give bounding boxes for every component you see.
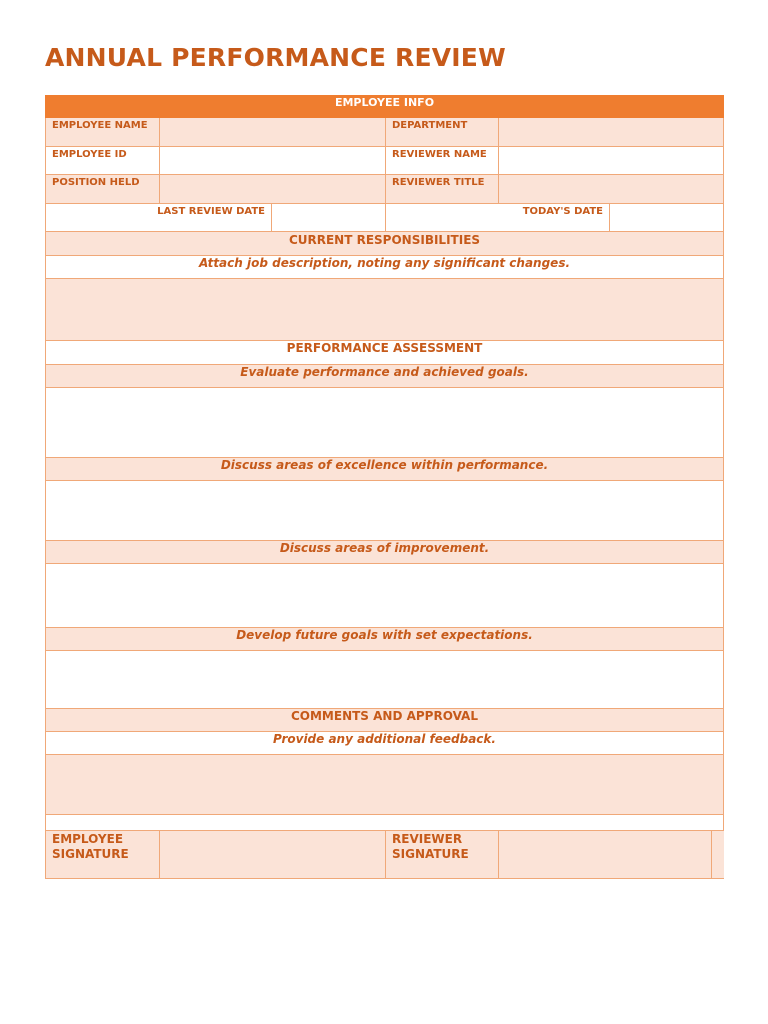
current-responsibilities-header: [45, 232, 724, 256]
reviewer-title-label: REVIEWER TITLE: [392, 177, 485, 188]
reviewer-signature-label-cell: [386, 831, 499, 878]
improvement-instruction: Discuss areas of improvement.: [279, 541, 490, 555]
info-row-4: [45, 204, 724, 232]
evaluate-field[interactable]: [45, 388, 724, 458]
review-form: [45, 95, 724, 879]
comments-title: COMMENTS AND APPROVAL: [290, 709, 478, 723]
department-label-cell: [386, 118, 499, 146]
reviewer-signature-label: REVIEWER SIGNATURE: [392, 832, 469, 861]
reviewer-title-field[interactable]: [499, 175, 723, 203]
last-review-date-label-cell: [46, 204, 272, 231]
comments-header: [45, 709, 724, 732]
excellence-field[interactable]: [45, 481, 724, 541]
reviewer-signature-field[interactable]: [499, 831, 712, 878]
excellence-instruction: Discuss areas of excellence within performance.: [220, 458, 549, 472]
reviewer-name-field[interactable]: [499, 147, 723, 174]
current-responsibilities-instruction: Attach job description, noting any significant changes.: [198, 256, 571, 270]
department-label: DEPARTMENT: [392, 120, 468, 131]
current-responsibilities-title: CURRENT RESPONSIBILITIES: [288, 233, 481, 247]
improvement-field[interactable]: [45, 564, 724, 628]
todays-date-label: TODAY'S DATE: [522, 206, 603, 217]
employee-signature-field[interactable]: [160, 831, 386, 878]
info-row-2: [45, 147, 724, 175]
spacer-row: [45, 815, 724, 831]
employee-name-label-cell: [46, 118, 160, 146]
signature-row: [45, 831, 724, 879]
comments-instruction: Provide any additional feedback.: [273, 732, 496, 746]
employee-info-title: EMPLOYEE INFO: [334, 96, 435, 109]
future-goals-instruction: Develop future goals with set expectations.: [236, 628, 533, 642]
future-goals-instruction-row: [45, 628, 724, 651]
reviewer-name-label-cell: [386, 147, 499, 174]
performance-assessment-header: [45, 341, 724, 365]
evaluate-instruction: Evaluate performance and achieved goals.: [240, 365, 529, 379]
info-row-3: [45, 175, 724, 204]
excellence-instruction-row: [45, 458, 724, 481]
info-row-1: [45, 118, 724, 147]
todays-date-field[interactable]: [610, 204, 723, 231]
employee-info-header: [45, 95, 724, 118]
comments-instruction-row: [45, 732, 724, 755]
reviewer-title-label-cell: [386, 175, 499, 203]
department-field[interactable]: [499, 118, 723, 146]
improvement-instruction-row: [45, 541, 724, 564]
position-held-field[interactable]: [160, 175, 386, 203]
future-goals-field[interactable]: [45, 651, 724, 709]
last-review-date-label: LAST REVIEW DATE: [157, 206, 265, 217]
performance-assessment-title: PERFORMANCE ASSESSMENT: [286, 341, 483, 355]
employee-id-label-cell: [46, 147, 160, 174]
comments-field[interactable]: [45, 755, 724, 815]
todays-date-label-cell: [386, 204, 610, 231]
position-held-label: POSITION HELD: [52, 177, 140, 188]
evaluate-instruction-row: [45, 365, 724, 388]
signature-end-cell: [712, 831, 724, 878]
reviewer-name-label: REVIEWER NAME: [392, 149, 487, 160]
current-responsibilities-instruction-row: [45, 256, 724, 279]
current-responsibilities-field[interactable]: [45, 279, 724, 341]
employee-name-field[interactable]: [160, 118, 386, 146]
position-held-label-cell: [46, 175, 160, 203]
employee-signature-label: EMPLOYEE SIGNATURE: [52, 832, 129, 861]
last-review-date-field[interactable]: [272, 204, 386, 231]
page-title: ANNUAL PERFORMANCE REVIEW: [45, 43, 506, 72]
employee-signature-label-cell: [46, 831, 160, 878]
employee-id-label: EMPLOYEE ID: [52, 149, 127, 160]
employee-name-label: EMPLOYEE NAME: [52, 120, 148, 131]
employee-id-field[interactable]: [160, 147, 386, 174]
